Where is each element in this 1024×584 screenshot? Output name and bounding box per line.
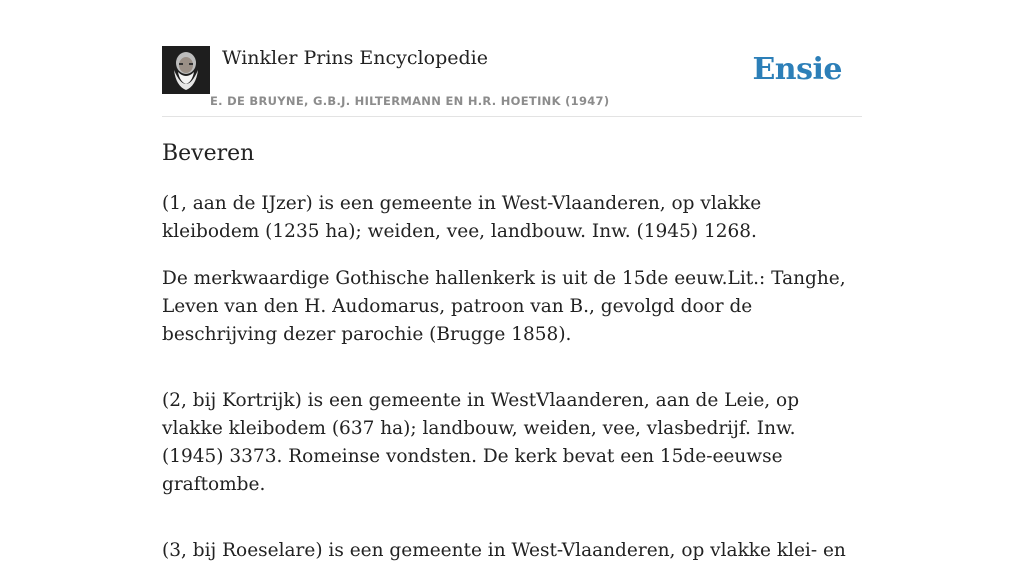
paragraph-spacer (162, 368, 862, 387)
header (162, 46, 862, 117)
article-title: Beveren (162, 141, 255, 166)
authors-line: E. DE BRUYNE, G.B.J. HILTERMANN EN H.R. HOETINK (1947) (210, 94, 610, 108)
article-paragraph: (3, bij Roeselare) is een gemeente in West-Vlaanderen, op vlakke klei- en (162, 540, 846, 561)
site-name[interactable]: Winkler Prins Encyclopedie (222, 47, 488, 69)
article-paragraph: De merkwaardige Gothische hallenkerk is uit de 15de eeuw.Lit.: Tanghe, Leven van den H. Audomarus, patroon van B., gevolgd door de beschrijving dezer parochie (Brugge 1858). (162, 268, 846, 345)
paragraph-spacer (162, 518, 862, 537)
portrait-icon (162, 46, 210, 94)
article (162, 138, 862, 584)
article-paragraph: (1, aan de IJzer) is een gemeente in West-Vlaanderen, op vlakke kleibodem (1235 ha); weiden, vee, landbouw. Inw. (1945) 1268. (162, 193, 762, 242)
article-paragraph: (2, bij Kortrijk) is een gemeente in WestVlaanderen, aan de Leie, op vlakke kleibodem (637 ha); landbouw, weiden, vee, vlasbedrijf. Inw. (1945) 3373. Romeinse vondsten. De kerk bevat een 15de-eeuwse graftombe. (162, 390, 800, 495)
author-avatar (162, 46, 210, 94)
brand-logo[interactable]: Ensie (752, 52, 842, 87)
